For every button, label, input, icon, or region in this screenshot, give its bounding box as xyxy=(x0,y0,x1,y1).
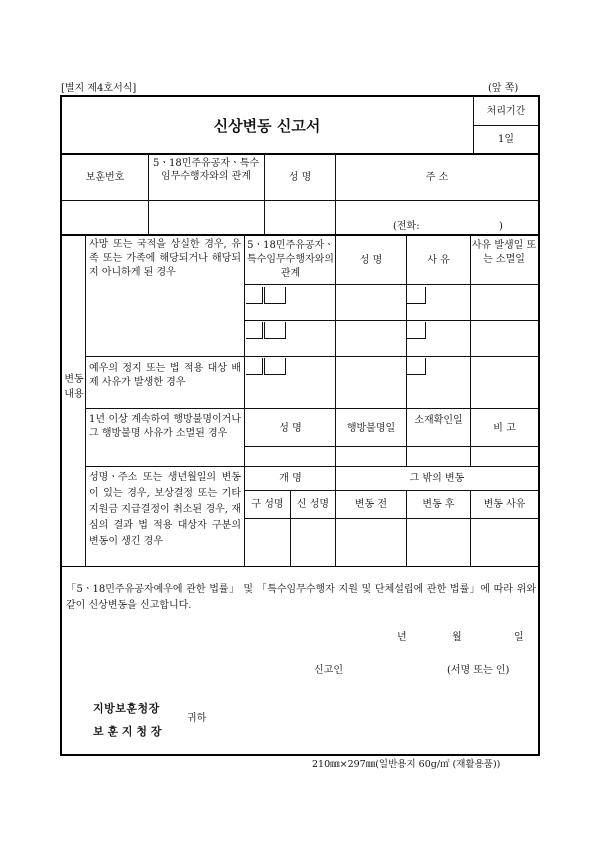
death-name-header: 성 명 xyxy=(359,255,383,266)
form-number: [별지 제4호서식] xyxy=(61,83,137,94)
info-col3 xyxy=(335,154,336,234)
frame-bottom xyxy=(60,754,540,756)
frame-right xyxy=(538,95,540,755)
missing-remark-header: 비 고 xyxy=(493,423,516,434)
missing-col3 xyxy=(470,408,471,466)
death-header-bottom xyxy=(245,284,538,285)
missing-date-header: 행방불명일 xyxy=(346,423,396,434)
recipient-branch-office: 보 훈 지 청 장 xyxy=(93,725,162,738)
checkbox-c3[interactable] xyxy=(407,358,426,375)
bohun-number-header: 보훈번호 xyxy=(85,172,125,183)
death-date-header: 사유 발생일 또는 소멸일 xyxy=(471,240,537,265)
before-change-header: 변동 전 xyxy=(354,499,388,510)
name-header: 성 명 xyxy=(288,172,312,183)
relation-header: 5ㆍ18민주유공자ㆍ특수임무수행자와의 관계 xyxy=(152,158,260,182)
checkbox-b3[interactable] xyxy=(407,322,426,339)
info-bottom xyxy=(61,234,539,236)
sections-bottom xyxy=(61,566,539,567)
excluded-section-text: 예우의 정지 또는 법 적용 대상 배제 사유가 발생한 경우 xyxy=(89,363,241,388)
recipient-regional-office: 지방보훈청장 xyxy=(93,702,160,715)
change-header1-bottom xyxy=(245,490,538,491)
confirm-date-header: 소재확인일 xyxy=(414,415,463,426)
recipient-suffix: 귀하 xyxy=(187,713,207,724)
paper-spec: 210㎜×297㎜(일반용지 60g/㎡ (재활용품)) xyxy=(312,759,501,770)
section3-bottom xyxy=(86,466,538,467)
death-section-text: 사망 또는 국적을 상실한 경우, 유족 또는 가족에 해당되거나 해당되지 아니하게 된 경우 xyxy=(89,239,241,278)
missing-section-text: 1년 이상 계속하여 행방불명이거나 그 행방불명 사유가 소멸된 경우 xyxy=(89,414,241,439)
address-header: 주 소 xyxy=(425,172,449,183)
checkbox-c2[interactable] xyxy=(264,358,286,375)
death-row1-bottom xyxy=(245,320,538,321)
title-bottom xyxy=(61,153,539,155)
date-day[interactable]: 일 xyxy=(514,632,524,643)
checkbox-b1[interactable] xyxy=(246,322,263,339)
after-change-header: 변동 후 xyxy=(422,499,455,510)
frame-left xyxy=(60,95,62,755)
missing-col1 xyxy=(335,408,336,466)
checkbox-a1[interactable] xyxy=(246,287,263,304)
declaration-text: 「5ㆍ18민주유공자예우에 관한 법률」 및 「특수임무수행자 지원 및 단체설립에 관한 법률」에 따라 위와 같이 신상변동을 신고합니다. xyxy=(66,584,536,611)
new-name-header: 신 성명 xyxy=(296,499,330,510)
changes-section-text: 성명ㆍ주소 또는 생년월일의 변동이 있는 경우, 보상결정 또는 기타 지원금 지급결정이 취소된 경우, 재심의 결과 법 적용 대상자 구분의 변동이 생긴 경우 xyxy=(89,472,241,547)
checkbox-a3[interactable] xyxy=(407,287,426,304)
processing-divider xyxy=(473,125,538,126)
document-title: 신상변동 신고서 xyxy=(213,117,321,135)
date-year[interactable]: 년 xyxy=(397,632,407,643)
checkbox-b2[interactable] xyxy=(264,322,286,339)
frame-top xyxy=(60,95,539,97)
change-content-side-label: 변동내용 xyxy=(64,374,84,400)
side-col xyxy=(85,235,86,567)
other-change-header: 그 밖의 변동 xyxy=(409,473,465,484)
checkbox-a2[interactable] xyxy=(264,287,286,304)
death-relation-header: 5ㆍ18민주유공자ㆍ특수임무수행자와의 관계 xyxy=(247,240,334,279)
change-reason-header: 변동 사유 xyxy=(483,499,526,510)
phone-field[interactable]: (전화: ) xyxy=(393,221,503,232)
date-month[interactable]: 월 xyxy=(452,632,462,643)
signature-field[interactable]: (서명 또는 인) xyxy=(447,665,510,676)
rename-header: 개 명 xyxy=(279,473,302,484)
old-name-header: 구 성명 xyxy=(251,499,284,510)
info-col1 xyxy=(148,154,149,234)
death-reason-header: 사 유 xyxy=(427,255,450,266)
missing-header-bottom xyxy=(245,446,538,447)
missing-name-header: 성 명 xyxy=(279,423,302,434)
reporter-label: 신고인 xyxy=(314,665,343,676)
change-header2-bottom xyxy=(245,518,538,519)
processing-label: 처리기간 xyxy=(486,106,526,117)
processing-value: 1일 xyxy=(497,134,515,145)
page-side: (앞 쪽) xyxy=(488,83,519,94)
info-header-bottom xyxy=(61,200,539,201)
checkbox-c1[interactable] xyxy=(246,358,263,375)
info-col2 xyxy=(264,154,265,234)
